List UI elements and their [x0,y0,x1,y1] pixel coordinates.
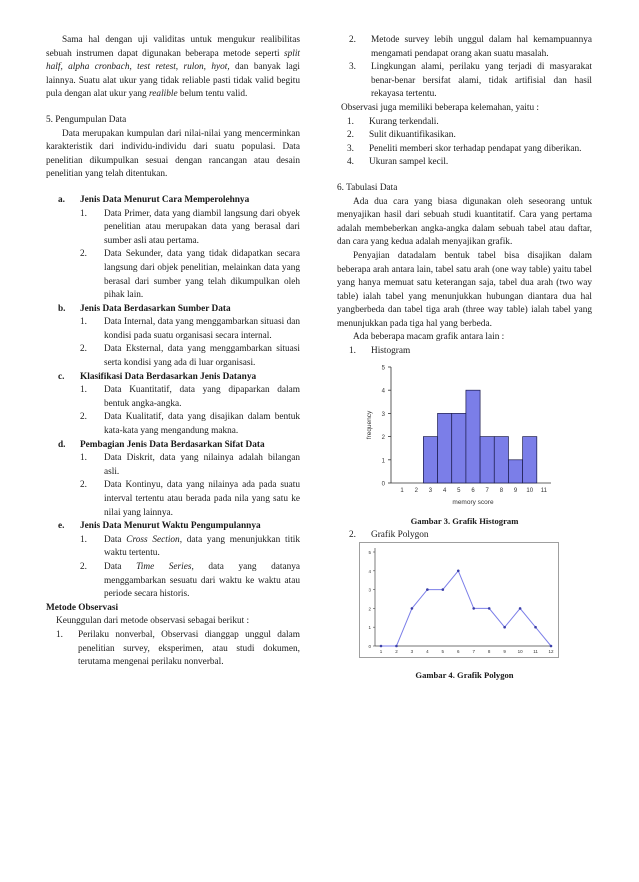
list-number: 2. [80,249,87,260]
y-tick-label: 2 [368,606,371,612]
x-tick-label: 8 [487,649,491,655]
x-tick-label: 9 [513,487,518,494]
x-tick-label: 8 [499,487,504,494]
y-tick-label: 0 [381,481,385,488]
polygon-caption: Gambar 4. Grafik Polygon [415,670,514,681]
list-number: 2. [347,130,354,141]
observation-advantages-list [46,629,300,670]
x-tick-label: 4 [442,487,447,494]
list-item [46,384,300,411]
group-title: Jenis Data Menurut Waktu Pengumpulannya [80,521,261,532]
list-item [46,411,300,438]
observation-weaknesses-list [337,116,592,170]
list-text: Ukuran sampel kecil. [369,157,449,168]
list-text: Data Kuantitatif, data yang dipaparkan dalam bentuk angka-angka. [104,385,300,409]
list-text: Metode survey lebih unggul dalam hal kemampuannya mengamati pendapat orang akan suatu masalah. [371,35,592,59]
group-title: Klasifikasi Data Berdasarkan Jenis Datanya [80,371,257,382]
list-number: 2. [349,35,356,45]
text-run: Sama hal dengan uji validitas untuk mengukur realibilitas sebuah instrumen dapat digunakan beberapa metode seperti [46,35,300,59]
group-title: Jenis Data Berdasarkan Sumber Data [80,303,231,314]
histogram-bar [523,436,537,482]
x-tick-label: 3 [428,487,433,494]
list-number: 1. [349,346,356,357]
list-number: 1. [80,453,87,464]
chart-2-name: Grafik Polygon [371,529,429,540]
list-number: 2. [80,412,87,423]
list-number: 2. [80,561,87,572]
text-run: , data yang menunjukkan titik waktu tertentu. [104,534,301,559]
list-text: Data Kualitatif, data yang disajikan dalam bentuk kata-kata yang mengandung makna. [104,412,300,437]
list-item [46,452,300,479]
y-tick-label: 5 [381,365,385,372]
polygon-point [472,608,475,611]
histogram-bar [438,413,452,483]
polygon-point [534,626,537,629]
group-letter: b. [58,303,66,314]
y-tick-label: 1 [381,457,385,464]
polygon-point [550,645,553,648]
x-tick-label: 1 [400,487,404,494]
group-title: Jenis Data Menurut Cara Memperolehnya [80,194,250,205]
group-heading [46,520,300,534]
y-axis-label: frequency [366,410,373,439]
x-tick-label: 4 [426,649,429,655]
polygon-chart [359,542,559,658]
list-text: Data Primer, data yang diambil langsung dari obyek penelitian atau merupakan data yang berasal dari sumber asli atau pertama. [104,208,300,246]
y-tick-label: 0 [368,644,371,650]
polygon-point [380,645,383,648]
italic-text: Time Series [136,561,192,572]
group-letter: d. [58,439,66,450]
x-tick-label: 12 [548,649,554,655]
right-column [337,34,592,683]
y-tick-label: 4 [368,569,371,575]
left-column [46,34,300,670]
list-number: 1. [80,317,87,328]
histogram-bar [452,413,466,483]
x-tick-label: 10 [517,649,523,655]
x-tick-label: 7 [485,487,489,494]
list-item [46,343,300,370]
section-6-heading: 6. Tabulasi Data [337,182,398,193]
text-run: dan banyak lagi lainnya. Suatu alat ukur yang tidak reliable pasti tidak valid begitu pula dengan alat ukur yang [46,62,300,100]
list-item [46,208,300,249]
text-run: Data [104,561,137,572]
italic-text: split half, alpha cronbach, test retest, rulon, hyot, [46,48,300,73]
polygon-point [457,570,460,573]
x-tick-label: 7 [472,649,475,655]
polygon-point [411,608,414,611]
list-text: Data Diskrit, data yang nilainya adalah bilangan asli. [104,453,300,477]
polygon-point [395,645,398,648]
text-run: Data [104,534,127,545]
group-heading [46,439,300,453]
list-item [337,143,592,157]
y-tick-label: 5 [368,550,371,556]
histogram-caption: Gambar 3. Grafik Histogram [410,516,519,527]
x-tick-label: 5 [441,649,445,655]
list-text: Data Internal, data yang menggambarkan situasi dan kondisi pada suatu organisasi secara internal. [104,317,300,341]
text-run: , data yang datanya menggambarkan sesuatu dari waktu ke waktu atau periode secara historis. [104,561,300,600]
list-item [46,316,300,343]
list-text: Perilaku nonverbal, Observasi dianggap unggul dalam penelitian survey, eksperimen, atau studi dokumen, terutama mengenai perilaku nonverbal. [78,629,300,668]
x-tick-label: 1 [379,649,383,655]
x-tick-label: 2 [414,487,418,494]
list-text [104,534,300,561]
list-text: Data Sekunder, data yang tidak didapatkan secara langsung dari objek penelitian, melainkan data yang berasal dari sumber yang telah dikumpulkan oleh pihak lain. [104,249,300,301]
charts-intro: Ada beberapa macam grafik antara lain : [353,332,505,343]
list-text: Data Kontinyu, data yang nilainya ada pada suatu interval tertentu atau berada pada nila yang satu ke nilai yang lainnya. [104,480,300,518]
text-run: belum tentu valid. [177,89,248,100]
x-tick-label: 2 [395,649,398,655]
list-number: 1. [80,385,87,396]
list-item [46,534,300,561]
list-item [46,248,300,302]
x-tick-label: 3 [410,649,414,655]
x-tick-label: 6 [471,487,475,494]
list-item [337,34,592,61]
polygon-point [426,589,429,592]
weakness-intro: Observasi juga memiliki beberapa kelemahan, yaitu : [341,102,540,113]
y-tick-label: 1 [368,625,371,631]
list-text [104,561,300,602]
italic-text: Cross Section [126,534,180,545]
x-tick-label: 9 [503,649,506,655]
x-axis-label: memory score [452,498,494,506]
list-item [337,116,592,130]
x-tick-label: 5 [457,487,461,494]
italic-text: realible [149,89,178,100]
histogram-bar [480,436,494,482]
list-item [46,629,300,670]
x-tick-label: 10 [526,487,534,494]
x-tick-label: 6 [457,649,460,655]
y-tick-label: 4 [381,388,385,395]
section-6-paragraph-2: Penyajian datadalam bentuk tabel bisa disajikan dalam beberapa arah antara lain, tabel satu arah (one way table) yaitu tabel yang hanya memuat satu keterangan saja, tabel dua arah (two way table) ialah tabel yang menunjukkan hubungan diantara dua hal yangberbeda dan tabel tiga arah (three way table) ialah tabel yang menunjukkan pada tiga hal yang berbeda. [337,250,592,329]
list-text: Lingkungan alami, perilaku yang terjadi di masyarakat benar-benar bersifat alami, tidak artifisial dan hasil rekayasa tertentu. [371,62,592,100]
y-tick-label: 3 [368,588,371,594]
y-tick-label: 2 [381,434,385,441]
list-number: 3. [347,143,354,154]
group-heading [46,303,300,317]
polygon-point [503,626,506,629]
list-number: 1. [347,116,354,127]
list-item [46,561,300,602]
polygon-point [519,608,522,611]
list-item [46,479,300,520]
section-5-heading: 5. Pengumpulan Data [46,114,127,125]
group-letter: a. [58,194,65,205]
list-number: 1. [80,208,87,219]
histogram-figure [359,359,592,513]
section-5-paragraph: Data merupakan kumpulan dari nilai-nilai yang mencerminkan karakteristik dari individu-individu dari suatu populasi. Data penelitian dikumpulkan sesuai dengan rancangan atau desain penelitian yang telah ditentukan. [46,128,300,180]
list-text: Data Eksternal, data yang menggambarkan situasi serta kondisi yang ada di luar organisasi. [104,344,300,369]
list-item [337,61,592,102]
list-number: 2. [80,344,87,355]
x-tick-label: 11 [540,487,548,494]
data-types-list [46,194,300,602]
group-letter: e. [58,521,65,532]
observation-heading: Metode Observasi [46,602,119,613]
observation-intro: Keunggulan dari metode observasi sebagai berikut : [56,616,250,627]
group-heading [46,371,300,385]
histogram-chart [359,359,559,507]
list-number: 4. [347,157,354,168]
y-tick-label: 3 [381,411,385,418]
histogram-bar [466,390,480,483]
list-text: Sulit dikuantifikasikan. [369,130,456,141]
chart-2-item [337,529,592,543]
histogram-bar [494,436,508,482]
group-letter: c. [58,371,65,382]
observation-advantages-list-cont [337,34,592,102]
list-number: 1. [56,629,63,640]
intro-paragraph [46,34,300,102]
list-item [337,156,592,170]
polygon-point [488,608,491,611]
list-item [337,129,592,143]
list-text: Peneliti memberi skor terhadap pendapat yang diberikan. [369,143,582,154]
list-number: 3. [349,62,356,73]
list-number: 2. [80,480,87,491]
histogram-bar [508,459,522,482]
list-number: 1. [80,534,87,545]
polygon-figure [359,542,592,664]
group-title: Pembagian Jenis Data Berdasarkan Sifat Data [80,439,265,450]
section-6-paragraph-1: Ada dua cara yang biasa digunakan oleh seseorang untuk menyajikan hasil dari sebuah studi kuantitatif. Cara yang pertama adalah membeberkan angka-angka dalam sebuah tabel atau daftar, dan cara yang kedua adalah menyajikan grafik. [337,196,592,248]
chart-1-name: Histogram [371,346,411,357]
list-text: Kurang terkendali. [369,116,439,127]
group-heading [46,194,300,208]
list-number: 2. [349,529,356,540]
chart-frame [360,543,559,658]
polygon-point [442,589,445,592]
chart-1-item [337,345,592,359]
histogram-bar [423,436,437,482]
x-tick-label: 11 [533,649,538,655]
